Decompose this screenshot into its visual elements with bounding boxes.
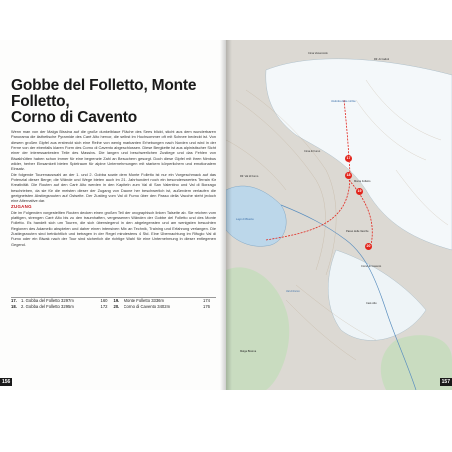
route-marker[interactable]: 17 [346,156,351,160]
tour-entry[interactable] [11,304,114,310]
tour-index-table [11,297,216,311]
map-label: Val di Fumo [286,290,300,293]
title-line-2: Corno di Cavento [11,109,137,126]
tour-name: Corno di Cavento 3402m [123,304,171,310]
map-label: Carè Alto [366,302,377,305]
map-page [226,40,452,390]
map-label: Vedretta della Lobbia [331,100,356,103]
map-label: Monte Folletto [354,180,371,183]
intro-paragraph-1: Wenn man von der Malga Bissina auf die große dunkelblaue Fläche des Sees blickt, sticht aus dem wunderbaren Panorama die ästhetische Pyramide des Carè Alto hervor, die selbst im Hochsommer oft mit Schnee bedeckt ist. Von diesem großen Gipfel aus erstreckt sich eine Reihe von wenig markanten Erhebungen nach Norden und wird in der Ferne von der ebenfalls klaren Form des Corno di Cavento abgeschlossen. Diese Bergkette ist aus alpinistischer Sicht einer der interessantesten Teile des Massivs. Die langen und beschwerlichen Zustiege und das Fehlen von Biwakhütten haben schon immer für eine begrenzte Zahl an Besuchern gesorgt. Doch diese Gipfel mit ihren Nimbus wilder, herber Einsamkeit bieten Spielraum für alpine Unternehmungen mit starkem körperlichem und emotionalem Einsatz. [11,129,216,172]
section-heading: ZUGANG [11,204,32,210]
book-spread [0,40,452,390]
text-page [0,40,226,390]
route-marker[interactable]: 19 [357,189,362,193]
tour-number: 19. [113,298,120,303]
map-label: Malga Bissina [240,350,257,353]
tour-number: 18. [11,304,17,310]
map-label: Corno di Cavento [361,265,382,268]
topographic-map [226,40,452,390]
tour-number: 20. [113,304,120,310]
book-gutter [220,40,232,390]
section-paragraph: Die im Folgenden vorgestellten Routen decken einen großen Teil der orographisch linken Talseite ab. Sie reichen vom plattigen, strengen Carè Alto bis zu den traumhaften, vergessenen Wänden der Gobbe del Folletto und des Monte Folletto. Es handelt sich um Touren, die sich überwiegend in den abgelegensten und am wenigsten besuchten Regionen des Adamello abspielen und daher einen intensiven Mix an Technik, Training und Erfahrung verlangen. Die Zustiegsrouten sind beträchtlich und betragen in der Regel mindestens 4 Std. Eine Übernachtung im Rifugio Val di Fumo oder ein Biwak nach der Tour sind sicherlich die richtige Wahl für eine Unternehmung in dieser entlegenen Gegend. [11,209,216,247]
tour-page: 176 [203,304,210,310]
title-line-1: Gobbe del Folletto, Monte Folletto, [11,77,197,110]
tour-index-row [11,304,216,310]
tour-name: 1. Gobba del Folletto 3297m [21,298,74,303]
tour-name: Monte Folletto 3336m [123,298,165,303]
chapter-title [11,78,216,126]
tour-page: 174 [203,298,210,303]
tour-page: 172 [100,304,108,310]
map-label: Lago di Bissina [236,218,254,221]
map-label: Rif. Val di Fumo [240,175,259,178]
map-label: Rif. Ai Caduti [374,58,389,61]
page-number-right: 157 [441,379,450,385]
page-number-left: 156 [2,379,11,385]
tour-page: 160 [100,298,108,303]
tour-name: 2. Gobba del Folletto 3295m [21,304,74,310]
route-marker[interactable]: 18 [346,173,351,177]
chapter-body [11,129,216,247]
map-label: Cima di Fumo [304,150,321,153]
tour-entry[interactable] [114,304,217,310]
map-label: Passo delle Vacche [346,230,369,233]
tour-number: 17. [11,298,17,303]
map-label: Cima Venerocolo [308,52,328,55]
route-marker[interactable]: 20 [366,244,371,248]
intro-paragraph-2: Die folgende Tourenauswahl an der 1. und 2. Gobba sowie dem Monte Folletto ist nur ein Vorgeschmack auf das Potenzial dieser Berge; die Wände und Wege bieten auch im 21. Jahrhundert noch ein besonderswertes Terrain für Kreativität. Die Routen auf den Carè Alto werden in den Kapiteln zum Val di San Valentino und Val di Borzago beschrieben, da sie für die meisten dieser der Zugang von Daone her beschwerlich ist, außerdem verlaufen die geeignetsten Abstiegsrouten auf Ostseite. Der Zustieg vom Val di Fumo über den Passo della Vacche steht jedoch eine Alternative dar. [11,171,216,204]
